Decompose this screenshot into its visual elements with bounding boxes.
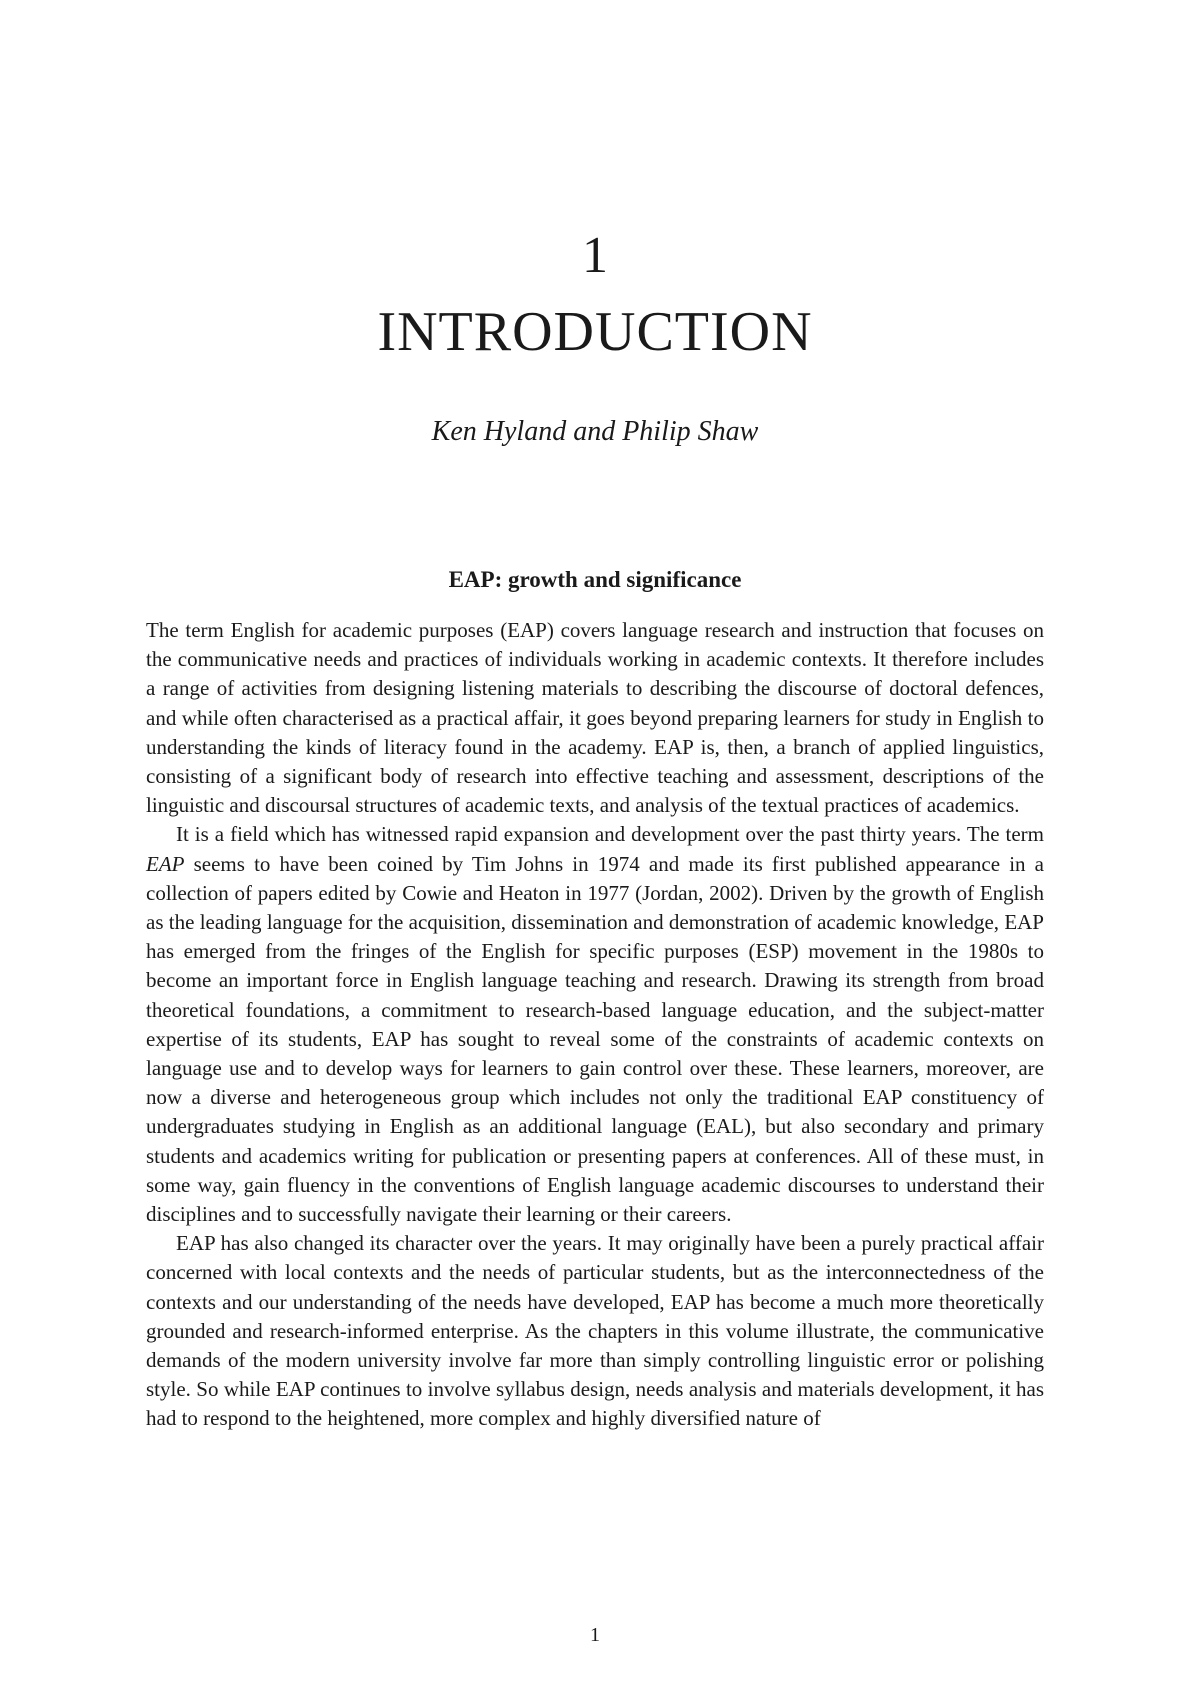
paragraph-3: EAP has also changed its character over the years. It may originally have been a purely practical affair concerned with local contexts and the needs of particular students, but as the interconnectedness of the contexts and our understanding of the needs have developed, EAP has become a much more theoretically grounded and research-informed enterprise. As the chapters in this volume illustrate, the communicative demands of the modern university involve far more than simply controlling linguistic error or polishing style. So while EAP continues to involve syllabus design, needs analysis and materials development, it has had to respond to the heightened, more complex and highly diversified nature of bbox=[146, 1231, 1044, 1431]
chapter-title: INTRODUCTION bbox=[377, 301, 813, 363]
paragraph-2-text-start: It is a field which has witnessed rapid expansion and development over the past thirty years. The term bbox=[176, 822, 1044, 847]
paragraph-2 bbox=[146, 820, 1044, 1229]
paragraph-2-text-end: seems to have been coined by Tim Johns in 1974 and made its first published appearance in a collection of papers edited by Cowie and Heaton in 1977 (Jordan, 2002). Driven by the growth of English as the leading language for the acquisition, dissemination and demonstration of academic knowledge, EAP has emerged from the fringes of the English for specific purposes (ESP) movement in the 1980s to become an important force in English language teaching and research. Drawing its strength from broad theoretical foundations, a commitment to research-based language education, and the subject-matter expertise of its students, EAP has sought to reveal some of the constraints of academic contexts on language use and to develop ways for learners to gain control over these. These learners, moreover, are now a diverse and heterogeneous group which includes not only the traditional EAP constituency of undergraduates studying in English as an additional language (EAL), but also secondary and primary students and academics writing for publication or presenting papers at conferences. All of these must, in some way, gain fluency in the conventions of English language academic discourses to understand their disciplines and to successfully navigate their learning or their careers. bbox=[146, 851, 1044, 1227]
paragraph-2-italic-term: EAP bbox=[146, 851, 185, 876]
paragraph-1: The term English for academic purposes (EAP) covers language research and instruction that focuses on the communicative needs and practices of individuals working in academic contexts. It therefore includes a range of activities from designing listening materials to describing the discourse of doctoral defences, and while often characterised as a practical affair, it goes beyond preparing learners for study in English to understanding the kinds of literacy found in the academy. EAP is, then, a branch of applied linguistics, consisting of a significant body of research into effective teaching and assessment, descriptions of the linguistic and discoursal structures of academic texts, and analysis of the textual practices of academics. bbox=[146, 618, 1044, 818]
section-heading: EAP: growth and significance bbox=[448, 567, 742, 592]
body-text bbox=[146, 616, 1044, 1434]
chapter-number: 1 bbox=[582, 227, 608, 284]
chapter-authors: Ken Hyland and Philip Shaw bbox=[431, 416, 759, 447]
page-number: 1 bbox=[590, 1624, 600, 1646]
